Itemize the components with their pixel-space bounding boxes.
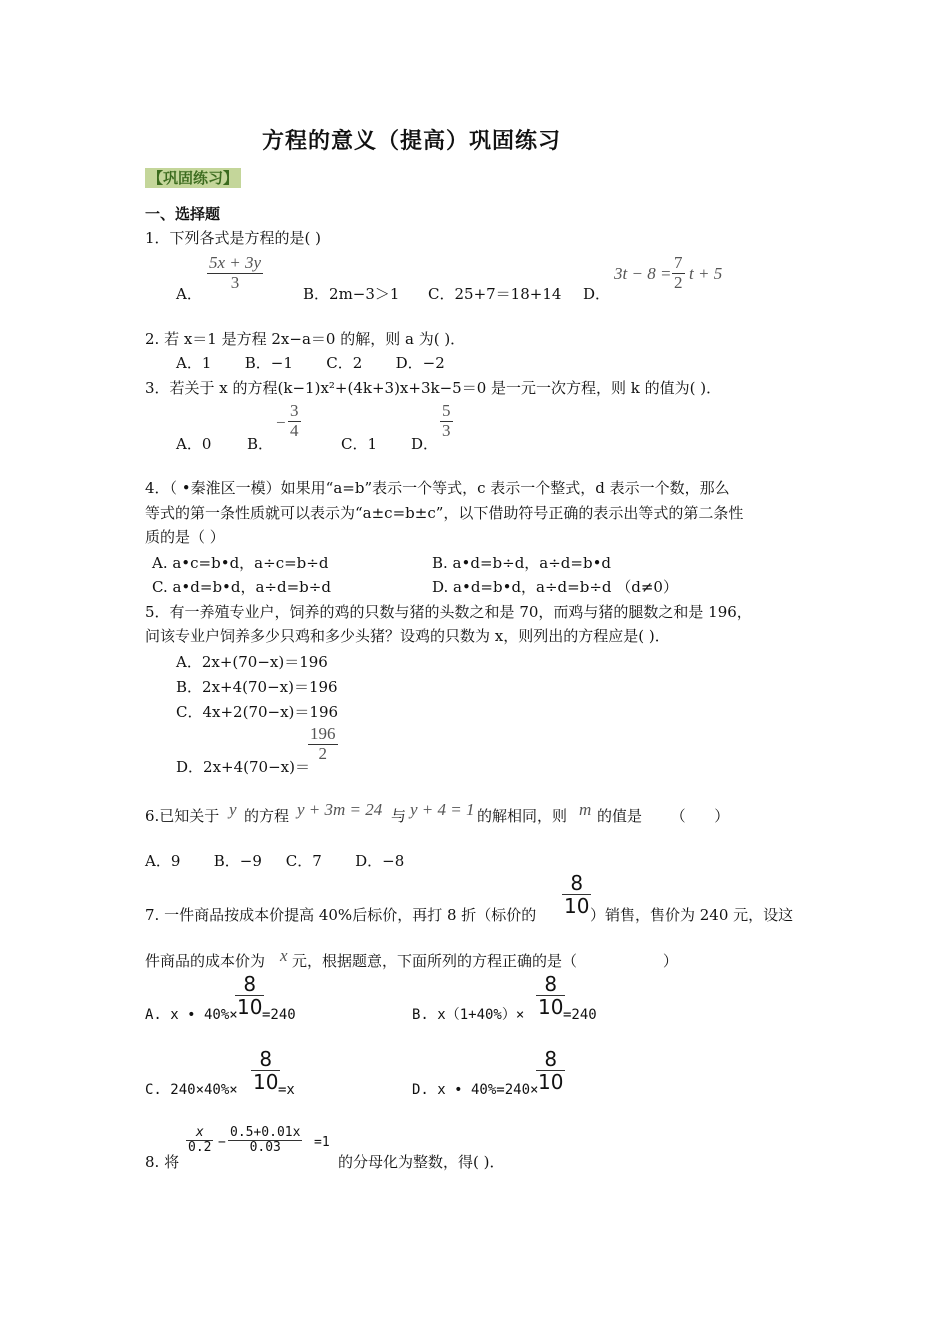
q8-fraction-1: [186, 1126, 213, 1156]
q6-text-5: 的值是 （ ）: [597, 807, 730, 825]
q5-option-c: C．4x+2(70−x)＝196: [176, 703, 339, 721]
q7-d-numerator: 8: [544, 1047, 558, 1071]
q1-d-right: t + 5: [689, 264, 723, 283]
q1-option-a-fraction: [207, 254, 263, 292]
q8-minus: −: [218, 1135, 226, 1150]
q7-option-c-pre: C. 240×40%×: [145, 1082, 238, 1098]
q1-option-d-label: D．: [583, 285, 611, 303]
q3-d-numerator: 5: [442, 401, 451, 420]
q3-b-denominator: 4: [290, 420, 299, 440]
q7-text-3: 件商品的成本价为: [145, 952, 266, 970]
q1-a-denominator: 3: [230, 272, 240, 292]
q7-fraction: [562, 872, 591, 917]
q7-b-fraction: [536, 973, 565, 1018]
q5-option-a: A．2x+(70−x)＝196: [176, 653, 328, 671]
q1-d-left: 3t − 8 =: [614, 264, 672, 283]
q7-a-fraction: [235, 973, 264, 1018]
q3-option-a: A．0: [176, 435, 212, 453]
q7-c-numerator: 8: [259, 1047, 273, 1071]
q5-line-1: 5．有一养殖专业户，饲养的鸡的只数与猪的头数之和是 70，而鸡与猪的腿数之和是 196，: [145, 603, 752, 621]
q3-b-numerator: 3: [290, 401, 299, 420]
q1-d-fraction: [672, 254, 685, 292]
q6-text-2: 的方程: [244, 807, 290, 825]
q6-var-y: y: [229, 800, 237, 819]
q5-option-d-label: D．2x+4(70−x)＝: [176, 758, 310, 776]
q5-line-2: 问该专业户饲养多少只鸡和多少头猪？设鸡的只数为 x，则列出的方程应是( )．: [145, 627, 670, 645]
q1-d-denominator: 2: [674, 272, 683, 292]
q6-options: A．9 B．−9 C．7 D．−8: [145, 852, 405, 870]
q1-option-c: C．25+7＝18+14: [428, 285, 562, 303]
q7-d-fraction: [536, 1048, 565, 1093]
q6-equation-1: y + 3m = 24: [297, 800, 383, 819]
q7-option-b-post: =240: [563, 1007, 597, 1023]
q4-option-d: D. a•d=b•d，a÷d=b÷d （d≠0）: [432, 578, 678, 596]
q7-text-1: 7. 一件商品按成本价提高 40%后标价，再打 8 折（标价的: [145, 906, 537, 924]
q4-option-b: B. a•d=b÷d，a÷d=b•d: [432, 554, 612, 572]
q3-d-denominator: 3: [442, 420, 451, 440]
q7-c-fraction: [251, 1048, 280, 1093]
part-heading: 一、选择题: [145, 205, 221, 223]
q5-d-denominator: 2: [318, 743, 327, 763]
q1-d-numerator: 7: [674, 253, 683, 272]
q4-option-c: C. a•d=b•d，a÷d=b÷d: [152, 578, 331, 596]
q8-f2-denominator: 0.03: [249, 1140, 281, 1156]
q5-d-fraction: [308, 725, 338, 763]
q7-b-denominator: 10: [538, 995, 564, 1019]
q8-f2-numerator: 0.5+0.01x: [230, 1125, 301, 1140]
q1-option-b: B．2m−3＞1: [303, 285, 400, 303]
q3-option-c: C．1: [341, 435, 378, 453]
q3-stem: 3．若关于 x 的方程(k−1)x²+(4k+3)x+3k−5＝0 是一元一次方程，则 k 的值为( )．: [145, 379, 722, 397]
q7-text-2: ）销售，售价为 240 元，设这: [590, 906, 794, 924]
q1-stem: 1．下列各式是方程的是( ): [145, 229, 322, 247]
q8-f1-denominator: 0.2: [188, 1140, 212, 1156]
q7-var-x: x: [280, 946, 288, 965]
q7-b-numerator: 8: [544, 972, 558, 996]
q7-option-a-pre: A. x • 40%×: [145, 1007, 238, 1023]
q7-option-c-post: =x: [278, 1082, 295, 1098]
q3-option-d-label: D．: [411, 435, 439, 453]
q1-option-a-label: A．: [176, 285, 202, 303]
q6-var-m: m: [579, 800, 592, 819]
q6-text-1: 6.已知关于: [145, 807, 220, 825]
q4-line-2: 等式的第一条性质就可以表示为“a±c=b±c”，以下借助符号正确的表示出等式的第二条性: [145, 504, 744, 522]
q3-b-fraction: [288, 402, 301, 440]
q8-rest: 的分母化为整数，得( )．: [338, 1153, 505, 1171]
q7-text-4: 元，根据题意，下面所列的方程正确的是（ ）: [292, 952, 678, 970]
q2-stem: 2. 若 x＝1 是方程 2x−a＝0 的解，则 a 为( )．: [145, 330, 466, 348]
q3-b-sign: −: [276, 413, 286, 432]
q7-option-a-post: =240: [262, 1007, 296, 1023]
q7-a-denominator: 10: [237, 995, 263, 1019]
q7-numerator: 8: [570, 871, 584, 895]
q3-option-b-label: B．: [247, 435, 274, 453]
q5-option-b: B．2x+4(70−x)＝196: [176, 678, 338, 696]
q7-option-b-pre: B. x（1+40%）×: [412, 1007, 525, 1023]
q4-line-1: 4．（ •秦淮区一模）如果用“a=b”表示一个等式，c 表示一个整式，d 表示一个数，那么: [145, 479, 730, 497]
q4-line-3: 质的是（ ）: [145, 528, 225, 546]
q8-label: 8. 将: [145, 1153, 180, 1171]
q5-d-numerator: 196: [310, 724, 336, 743]
q8-equals: =1: [314, 1135, 330, 1150]
q7-a-numerator: 8: [243, 972, 257, 996]
q8-f1-numerator: x: [195, 1125, 204, 1140]
section-tag: 【巩固练习】: [145, 168, 241, 188]
q6-equation-2: y + 4 = 1: [410, 800, 475, 819]
q4-option-a: A. a•c=b•d，a÷c=b÷d: [152, 554, 329, 572]
q7-denominator: 10: [564, 894, 590, 918]
q8-fraction-2: [228, 1126, 302, 1156]
q7-d-denominator: 10: [538, 1070, 564, 1094]
q1-a-numerator: 5x + 3y: [209, 253, 262, 272]
q7-option-d-pre: D. x • 40%=240×: [412, 1082, 539, 1098]
q6-text-3: 与: [391, 807, 407, 825]
page-title: 方程的意义（提高）巩固练习: [262, 128, 562, 154]
q2-options: A．1 B．−1 C．2 D．−2: [176, 354, 445, 372]
q6-text-4: 的解相同，则: [477, 807, 568, 825]
q3-d-fraction: [440, 402, 453, 440]
q7-c-denominator: 10: [253, 1070, 279, 1094]
